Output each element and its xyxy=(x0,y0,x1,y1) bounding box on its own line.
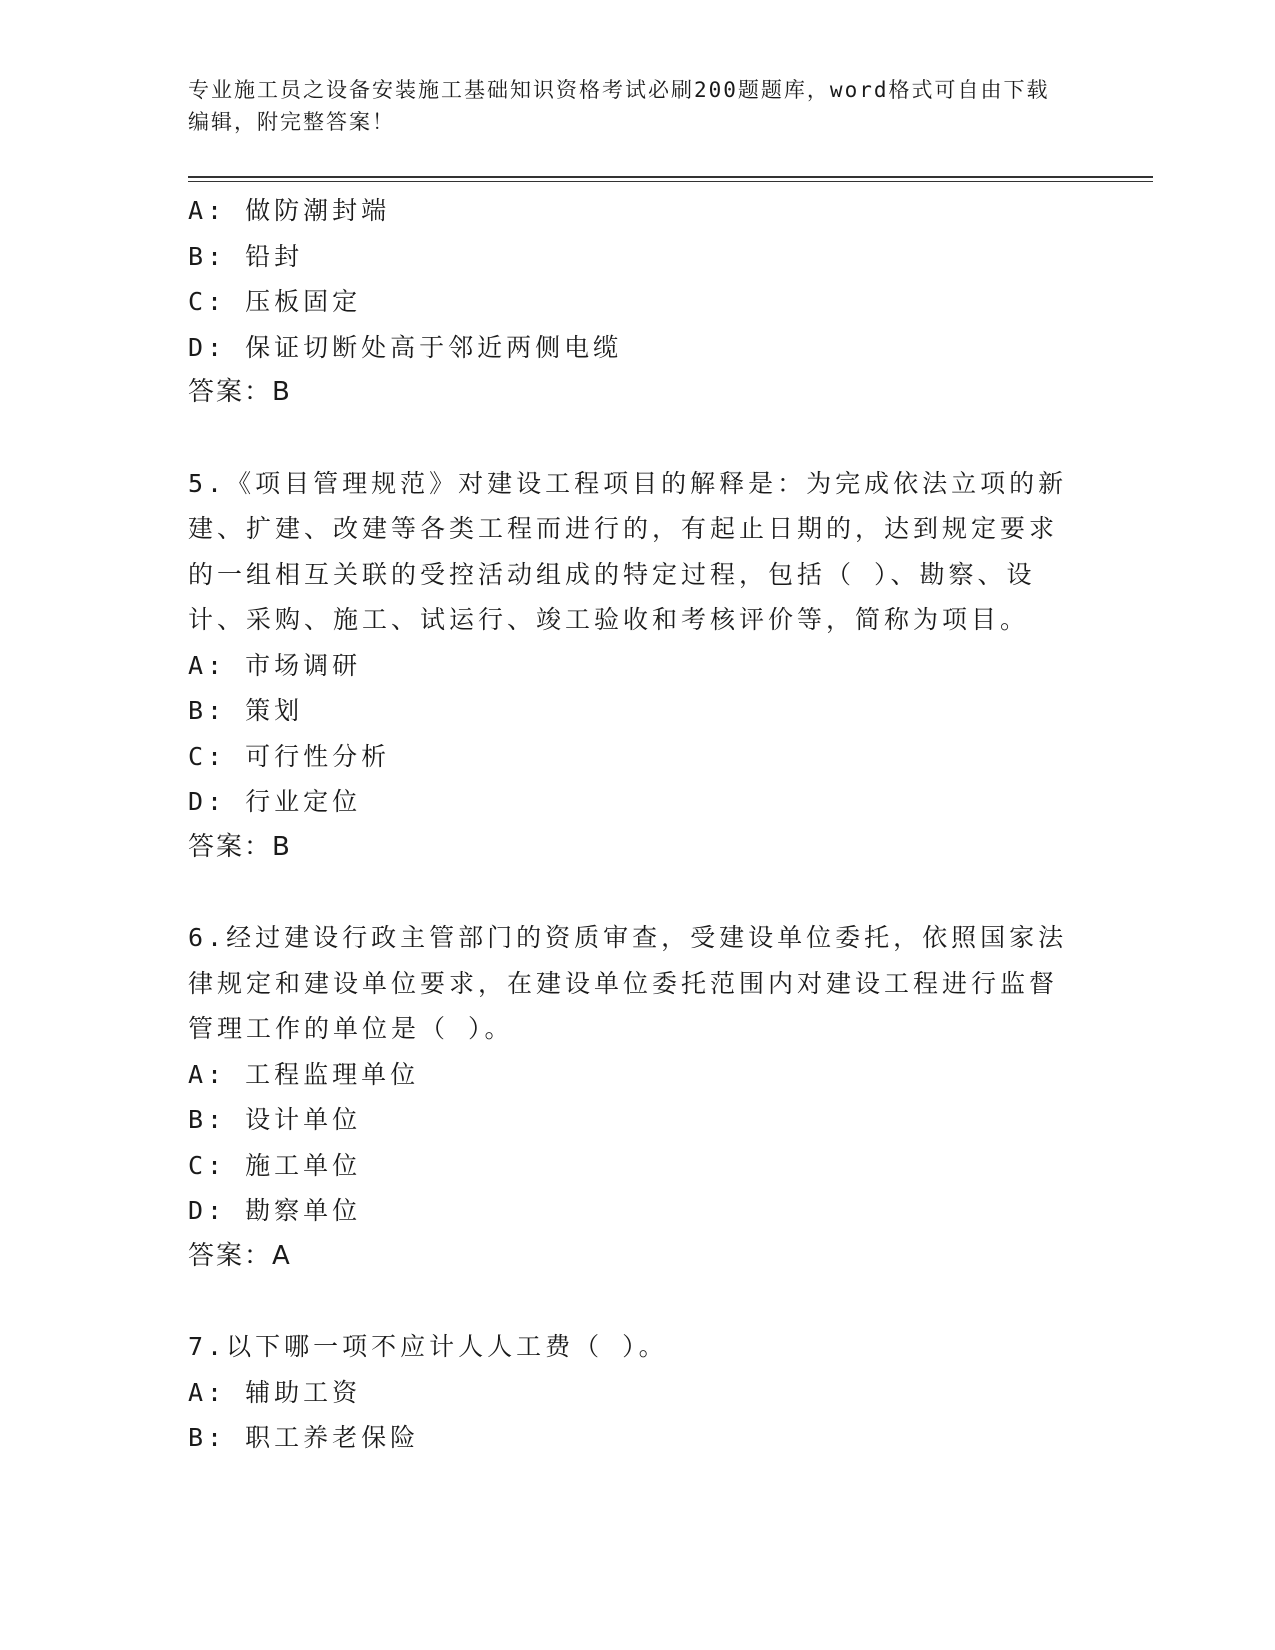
option-a: A: 市场调研 xyxy=(188,650,362,680)
question-4-continued xyxy=(188,188,1088,416)
question-6 xyxy=(188,915,1088,1279)
option-a: A: 工程监理单位 xyxy=(188,1059,420,1089)
question-stem: 5.《项目管理规范》对建设工程项目的解释是：为完成依法立项的新建、扩建、改建等各类工程而进行的，有起止日期的，达到规定要求的一组相互关联的受控活动组成的特定过程，包括（ ）、勘察、设计、采购、施工、试运行、竣工验收和考核评价等，简称为项目。 xyxy=(188,468,1068,634)
answer-line: 答案：B xyxy=(188,377,292,407)
question-stem: 7.以下哪一项不应计人人工费（ ）。 xyxy=(188,1332,668,1361)
option-c: C: 压板固定 xyxy=(188,287,362,316)
question-list xyxy=(188,188,1088,1461)
option-d: D: 保证切断处高于邻近两侧电缆 xyxy=(188,332,623,362)
question-spacer xyxy=(188,870,1088,915)
option-b: B: 铅封 xyxy=(188,241,304,271)
option-d: D: 勘察单位 xyxy=(188,1196,362,1225)
option-a: A: 做防潮封端 xyxy=(188,196,391,225)
option-d: D: 行业定位 xyxy=(188,787,362,816)
option-b: B: 策划 xyxy=(188,696,304,725)
option-a: A: 辅助工资 xyxy=(188,1377,362,1407)
question-5 xyxy=(188,461,1088,871)
answer-line: 答案：A xyxy=(188,1240,292,1271)
option-c: C: 可行性分析 xyxy=(188,741,391,771)
question-spacer xyxy=(188,416,1088,461)
answer-line: 答案：B xyxy=(188,831,292,862)
header-divider xyxy=(188,176,1153,182)
question-stem: 6.经过建设行政主管部门的资质审查，受建设单位委托，依照国家法律规定和建设单位要求，在建设单位委托范围内对建设工程进行监督管理工作的单位是（ ）。 xyxy=(188,923,1068,1043)
option-b: B: 设计单位 xyxy=(188,1105,362,1134)
question-7 xyxy=(188,1324,1088,1461)
question-spacer xyxy=(188,1279,1088,1324)
document-header: 专业施工员之设备安装施工基础知识资格考试必刷200题题库，word格式可自由下载编辑，附完整答案！ xyxy=(188,78,1050,134)
option-c: C: 施工单位 xyxy=(188,1150,362,1180)
option-b: B: 职工养老保险 xyxy=(188,1423,420,1452)
